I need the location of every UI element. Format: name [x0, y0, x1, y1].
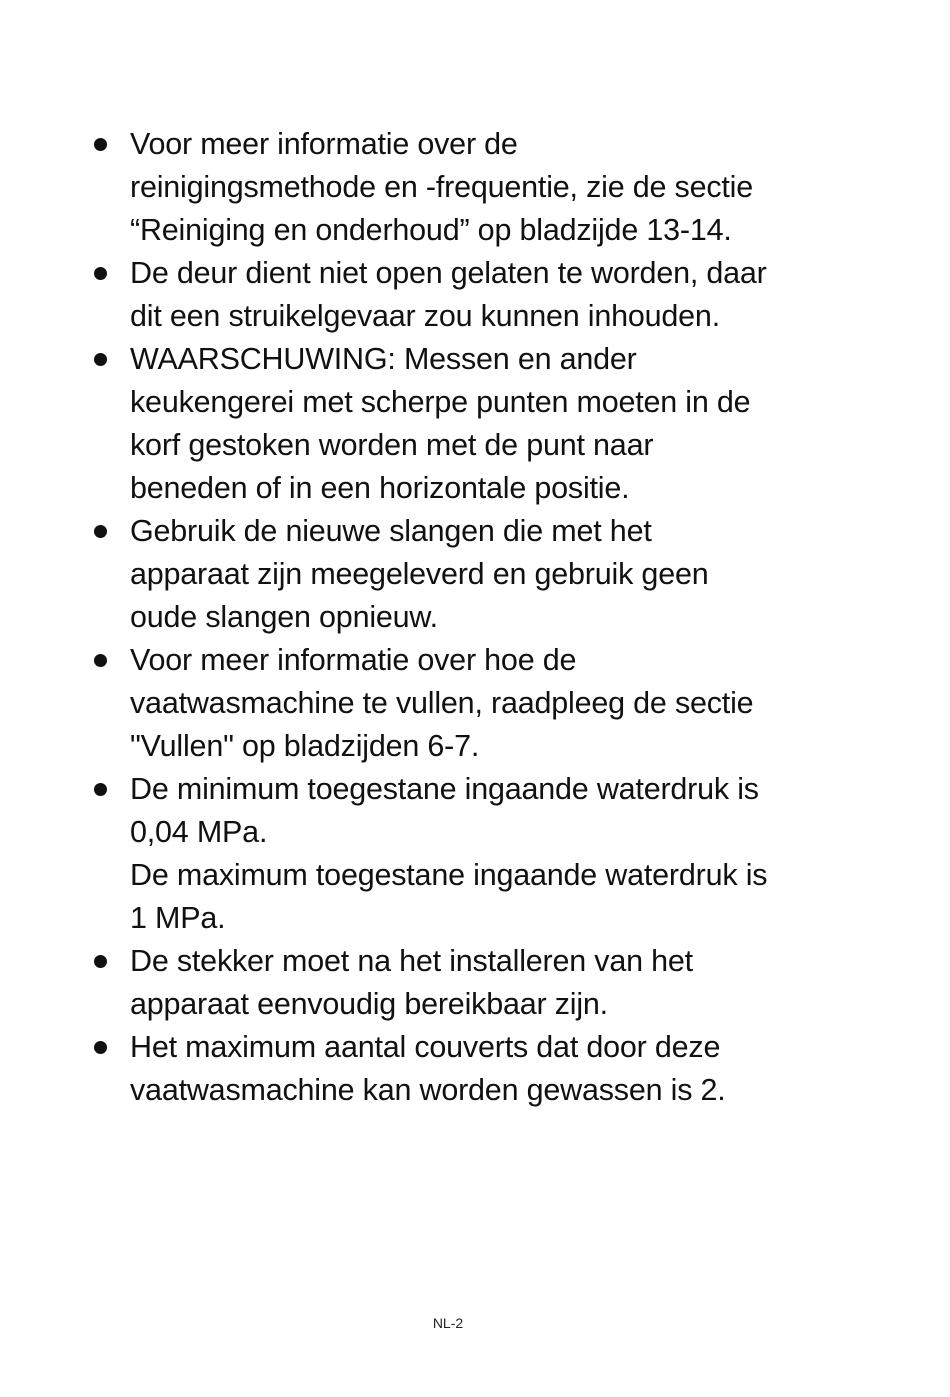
text-line: "Vullen" op bladzijden 6-7. [130, 729, 480, 763]
text-line: 0,04 MPa. [130, 815, 268, 849]
text-line: apparaat zijn meegeleverd en gebruik geen [130, 557, 709, 591]
text-line: De minimum toegestane ingaande waterdruk is [130, 772, 759, 806]
bullet-icon [94, 654, 107, 667]
bullet-icon [94, 1041, 107, 1054]
text-line: WAARSCHUWING: Messen en ander [130, 342, 637, 376]
text-line: vaatwasmachine kan worden gewassen is 2. [130, 1073, 726, 1107]
text-line: keukengerei met scherpe punten moeten in de [130, 385, 751, 419]
bullet-icon [94, 138, 107, 151]
text-line: Voor meer informatie over de [130, 127, 518, 161]
list-item [88, 338, 828, 510]
text-line: De deur dient niet open gelaten te worden, daar [130, 256, 767, 290]
text-line: korf gestoken worden met de punt naar [130, 428, 654, 462]
text-line: Gebruik de nieuwe slangen die met het [130, 514, 652, 548]
list-item [88, 768, 828, 940]
list-item [88, 510, 828, 639]
text-line: “Reiniging en onderhoud” op bladzijde 13-14. [130, 213, 732, 247]
text-line: dit een struikelgevaar zou kunnen inhouden. [130, 299, 720, 333]
text-line: Voor meer informatie over hoe de [130, 643, 577, 677]
bullet-icon [94, 267, 107, 280]
bullet-icon [94, 955, 107, 968]
text-line: De maximum toegestane ingaande waterdruk is [130, 858, 768, 892]
list-item [88, 940, 828, 1026]
list-item [88, 252, 828, 338]
bullet-icon [94, 525, 107, 538]
bullet-list [88, 123, 828, 1112]
list-item [88, 1026, 828, 1112]
bullet-icon [94, 353, 107, 366]
text-line: vaatwasmachine te vullen, raadpleeg de sectie [130, 686, 754, 720]
document-body [88, 123, 828, 1112]
text-line: 1 MPa. [130, 901, 226, 935]
page-number: NL-2 [432, 1315, 464, 1331]
text-line: De stekker moet na het installeren van het [130, 944, 693, 978]
text-line: beneden of in een horizontale positie. [130, 471, 630, 505]
text-line: reinigingsmethode en -frequentie, zie de sectie [130, 170, 754, 204]
bullet-icon [94, 783, 107, 796]
text-line: oude slangen opnieuw. [130, 600, 438, 634]
list-item [88, 123, 828, 252]
text-line: Het maximum aantal couverts dat door deze [130, 1030, 721, 1064]
list-item [88, 639, 828, 768]
text-line: apparaat eenvoudig bereikbaar zijn. [130, 987, 608, 1021]
